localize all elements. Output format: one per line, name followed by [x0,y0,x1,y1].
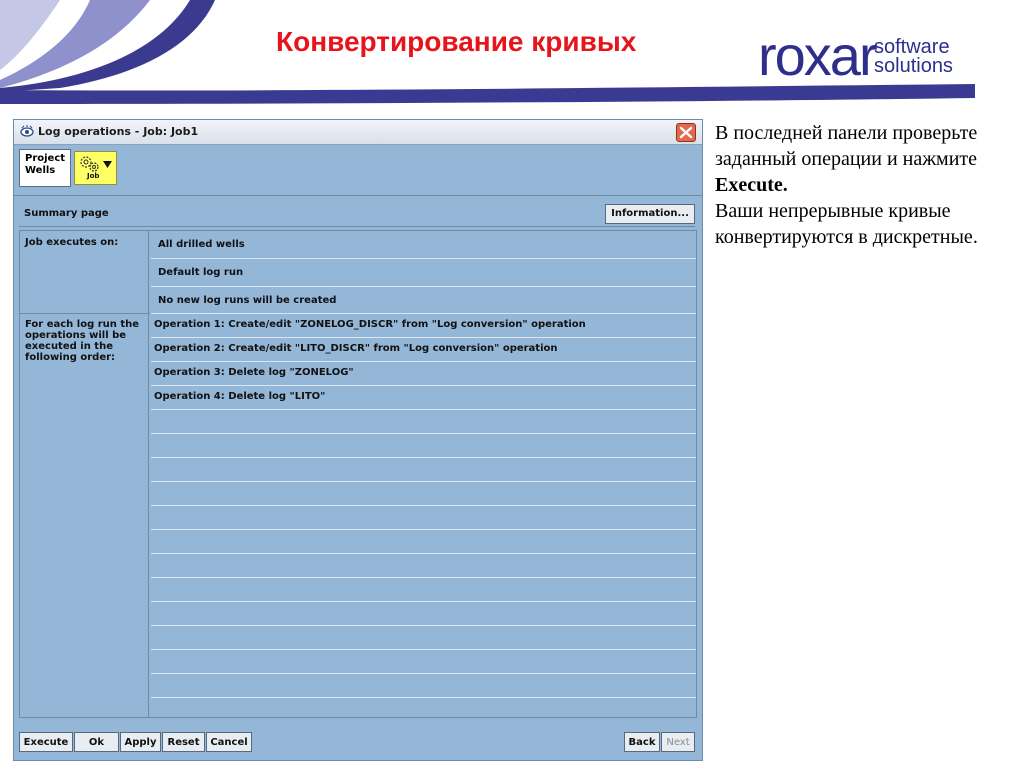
table-row-empty [151,530,696,554]
row-text: Operation 4: Delete log "LITO" [154,391,326,402]
job-summary-table [19,230,697,718]
job-dropdown-button[interactable] [74,151,117,185]
table-row-empty [151,506,696,530]
eye-icon [20,125,34,137]
table-row [151,386,696,410]
table-row [151,259,696,287]
table-row-empty [151,554,696,578]
bottom-button-bar [19,732,695,754]
slide-title: Конвертирование кривых [276,26,637,57]
job-executes-on-label: Job executes on: [25,237,119,248]
logo-subtitle-line-1: software [874,36,950,58]
log-operations-window [13,119,703,761]
table-row [151,287,696,314]
instructions-line-3: Ваши непрерывные кривые конвертируются в дискретные. [715,200,978,248]
row-text: Operation 2: Create/edit "LITO_DISCR" from "Log conversion" operation [154,343,558,354]
table-row-empty [151,650,696,674]
summary-label-column [20,231,149,717]
job-label: Job [87,172,100,180]
row-text: All drilled wells [158,239,245,250]
table-row [151,338,696,362]
row-text: Default log run [158,267,244,278]
window-titlebar [14,120,702,145]
table-row-empty [151,410,696,434]
instructions-line-1: В последней панели проверьте заданный операции и нажмите [715,122,978,170]
table-row [151,231,696,259]
table-row-empty [151,578,696,602]
ok-button[interactable]: Ok [74,732,119,752]
section-divider [20,313,150,314]
cancel-button[interactable]: Cancel [206,732,252,752]
project-wells-tab[interactable]: Project Wells [19,149,71,187]
table-row-empty [151,482,696,506]
summary-bar [19,202,695,227]
logo-subtitle-line-2: solutions [874,55,953,77]
apply-button[interactable]: Apply [120,732,161,752]
next-button[interactable]: Next [661,732,695,752]
execute-button[interactable]: Execute [19,732,73,752]
back-button[interactable]: Back [624,732,660,752]
operations-order-label: For each log run the operations will be executed in the following order: [25,319,140,363]
table-row-empty [151,458,696,482]
table-row-empty [151,434,696,458]
toolbar [14,145,702,196]
row-text: Operation 1: Create/edit "ZONELOG_DISCR" from "Log conversion" operation [154,319,586,330]
row-text: Operation 3: Delete log "ZONELOG" [154,367,354,378]
reset-button[interactable]: Reset [162,732,205,752]
window-close-button[interactable] [676,123,696,142]
chevron-down-icon [103,161,112,168]
logo-wordmark: roxar [758,24,876,87]
window-title: Log operations - Job: Job1 [38,125,199,138]
table-row-empty [151,626,696,650]
table-row [151,362,696,386]
gears-icon [79,155,101,173]
summary-page-label: Summary page [24,208,109,219]
table-row-empty [151,602,696,626]
table-row [151,314,696,338]
instructions-execute: Execute. [715,174,788,196]
close-icon [677,124,695,141]
instructions-text [715,120,1021,250]
logo-subtitle [874,38,953,76]
row-text: No new log runs will be created [158,295,337,306]
table-row-empty [151,674,696,698]
information-button[interactable]: Information... [605,204,695,224]
